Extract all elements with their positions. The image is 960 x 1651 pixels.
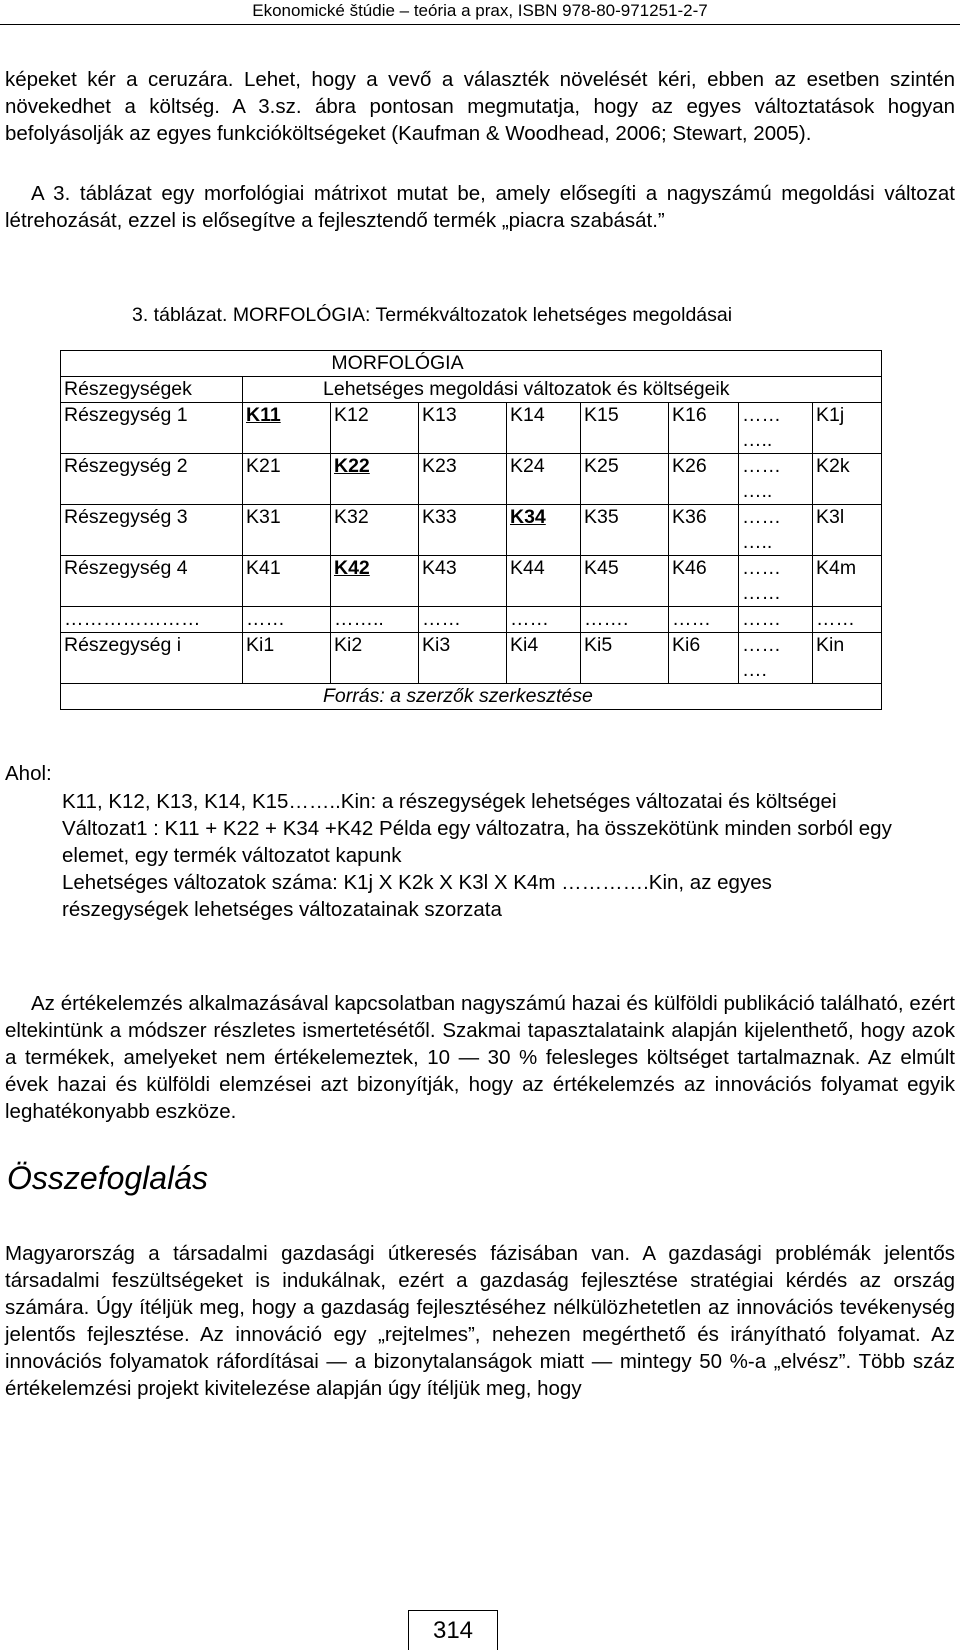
cell-variant: …….. <box>331 607 419 633</box>
ahol-line-1: K11, K12, K13, K14, K15……..Kin: a részegységek lehetséges változatai és költségei <box>62 790 837 813</box>
morphology-table <box>60 350 882 710</box>
cell-variant: …… <box>507 607 581 633</box>
cell-variant: …… <box>669 607 739 633</box>
cell-variant: Ki1 <box>243 633 331 684</box>
cell-last: K4m <box>813 556 882 607</box>
cell-variant: K31 <box>243 505 331 556</box>
cell-variant: K44 <box>507 556 581 607</box>
cell-variant: Ki2 <box>331 633 419 684</box>
cell-last: K3l <box>813 505 882 556</box>
table-title: MORFOLÓGIA <box>61 351 882 377</box>
cell-last: K2k <box>813 454 882 505</box>
cell-variant: K11 <box>243 403 331 454</box>
col-header-right: Lehetséges megoldási változatok és költségeik <box>243 377 882 403</box>
cell-variant: …… <box>419 607 507 633</box>
summary-paragraph: Magyarország a társadalmi gazdasági útkeresés fázisában van. A gazdasági problémák jelentős társadalmi feszültségeket is indukálnak, ezért a gazdaság fejlesztése stratégiai kérdés az ország számára. Úgy ítéljük meg, hogy a gazdaság fejlesztéséhez nélkülözhetetlen az innovációs tevékenység jelentős fejlesztése. Az innováció egy „rejtelmes”, nehezen megérthető és irányítható folyamat. Az innovációs folyamatok ráfordításai — a bizonytalanságok miatt — mintegy 50 %-a „elvész”. Több száz értékelemzési projekt kivitelezése alapján úgy ítéljük meg, hogy <box>5 1242 955 1400</box>
cell-variant: Ki3 <box>419 633 507 684</box>
cell-dots: …… ….. <box>739 454 813 505</box>
cell-variant: K16 <box>669 403 739 454</box>
cell-variant: K43 <box>419 556 507 607</box>
table-caption: 3. táblázat. MORFOLÓGIA: Termékváltozatok lehetséges megoldásai <box>132 304 733 326</box>
cell-variant: Ki4 <box>507 633 581 684</box>
cell-variant: …… <box>243 607 331 633</box>
cell-last: Kin <box>813 633 882 684</box>
cell-variant: K25 <box>581 454 669 505</box>
cell-variant: K12 <box>331 403 419 454</box>
cell-dots: …… ….. <box>739 505 813 556</box>
cell-variant: K21 <box>243 454 331 505</box>
running-header: Ekonomické štúdie – teória a prax, ISBN 978-80-971251-2-7 <box>252 1 708 20</box>
cell-variant: K33 <box>419 505 507 556</box>
page-number: 314 <box>408 1610 498 1650</box>
table-row <box>61 556 882 607</box>
cell-variant: K35 <box>581 505 669 556</box>
cell-variant: K45 <box>581 556 669 607</box>
table-source: Forrás: a szerzők szerkesztése <box>61 684 882 710</box>
cell-dots: …… …… <box>739 556 813 607</box>
row-label: Részegység i <box>61 633 243 684</box>
cell-dots: …… <box>739 607 813 633</box>
cell-variant: K15 <box>581 403 669 454</box>
cell-last: K1j <box>813 403 882 454</box>
cell-variant: K22 <box>331 454 419 505</box>
table-row <box>61 633 882 684</box>
cell-variant: K14 <box>507 403 581 454</box>
header-rule <box>0 24 960 25</box>
intro-paragraph-2: A 3. táblázat egy morfológiai mátrixot mutat be, amely elősegíti a nagyszámú megoldási változat létrehozását, ezzel is elősegítve a fejlesztendő termék „piacra szabását.” <box>5 182 955 232</box>
row-label: Részegység 4 <box>61 556 243 607</box>
cell-variant: K46 <box>669 556 739 607</box>
ahol-line-3: Lehetséges változatok száma: K1j X K2k X K3l X K4m ………….Kin, az egyes részegységek lehetséges változatainak szorzata <box>62 871 772 921</box>
table-row <box>61 403 882 454</box>
cell-variant: K13 <box>419 403 507 454</box>
row-label: Részegység 3 <box>61 505 243 556</box>
cell-variant: K34 <box>507 505 581 556</box>
col-header-left: Részegységek <box>61 377 243 403</box>
paragraph-value-analysis: Az értékelemzés alkalmazásával kapcsolatban nagyszámú hazai és külföldi publikáció található, ezért eltekintünk a módszer részletes ismertetésétől. Szakmai tapasztalataink alapján kijelenthető, hogy azok a termékek, amelyeket nem értékelemeztek, 10 — 30 % felesleges költséget tartalmaznak. Az elmúlt évek hazai és külföldi elemzései azt bizonyítják, hogy az értékelemzés az innovációs folyamat egyik leghatékonyabb eszköze. <box>5 992 955 1123</box>
cell-dots: …… ….. <box>739 403 813 454</box>
cell-variant: K36 <box>669 505 739 556</box>
row-label: Részegység 1 <box>61 403 243 454</box>
cell-dots: …… …. <box>739 633 813 684</box>
row-label: Részegység 2 <box>61 454 243 505</box>
intro-paragraph-1: képeket kér a ceruzára. Lehet, hogy a vevő a választék növelését kéri, ebben az esetben szintén növekedhet a költség. A 3.sz. ábra pontosan megmutatja, hogy az egyes változtatások hogyan befolyásolják az egyes funkcióköltségeket (Kaufman & Woodhead, 2006; Stewart, 2005). <box>5 68 955 145</box>
cell-variant: K23 <box>419 454 507 505</box>
row-label: ………………… <box>61 607 243 633</box>
cell-variant: K24 <box>507 454 581 505</box>
cell-variant: K26 <box>669 454 739 505</box>
cell-variant: K42 <box>331 556 419 607</box>
table-row <box>61 607 882 633</box>
table-row <box>61 505 882 556</box>
section-title: Összefoglalás <box>7 1160 208 1196</box>
ahol-block <box>62 788 892 923</box>
cell-last: …… <box>813 607 882 633</box>
ahol-line-2: Változat1 : K11 + K22 + K34 +K42 Példa egy változatra, ha összekötünk minden sorból egy elemet, egy termék változatot kapunk <box>62 817 892 867</box>
cell-variant: ……. <box>581 607 669 633</box>
cell-variant: K41 <box>243 556 331 607</box>
cell-variant: Ki5 <box>581 633 669 684</box>
cell-variant: K32 <box>331 505 419 556</box>
cell-variant: Ki6 <box>669 633 739 684</box>
ahol-label: Ahol: <box>5 762 52 785</box>
table-row <box>61 454 882 505</box>
